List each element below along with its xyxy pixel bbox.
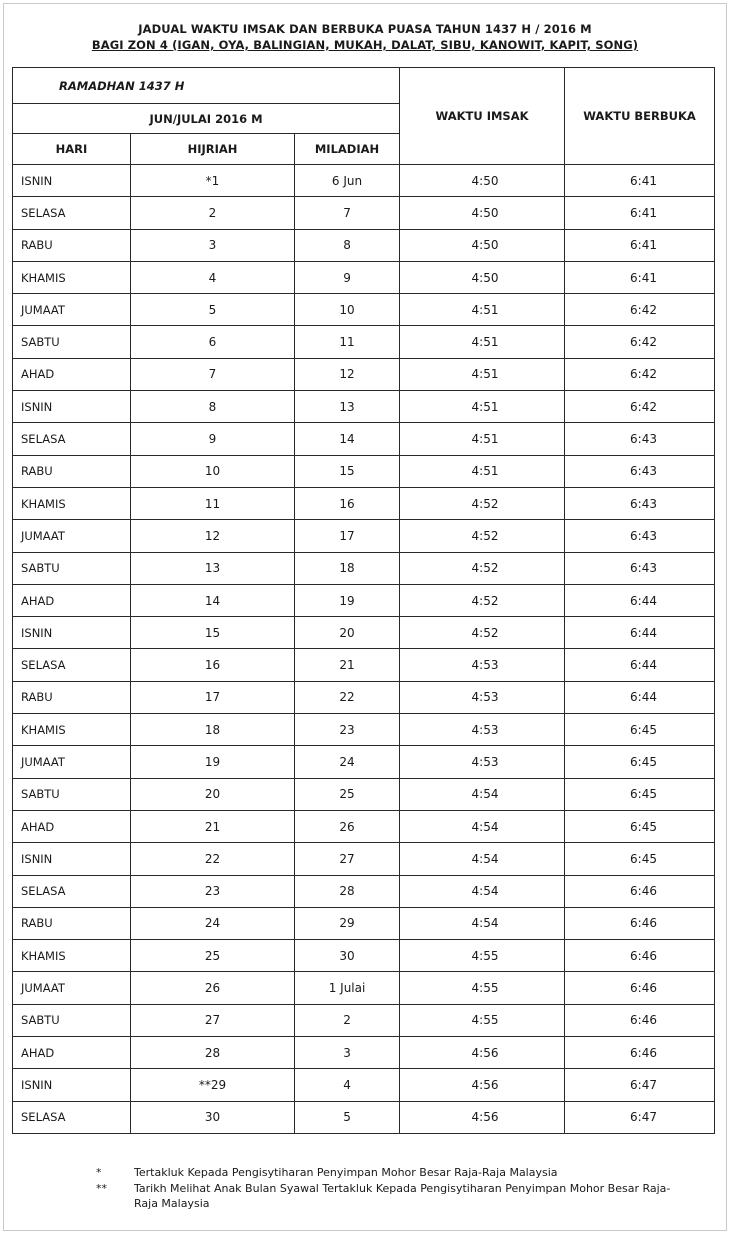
- day-cell: RABU: [13, 229, 131, 261]
- day-cell: SABTU: [13, 326, 131, 358]
- miladiah-cell: 29: [295, 907, 400, 939]
- imsak-time-cell: 4:53: [400, 649, 565, 681]
- imsak-time-cell: 4:53: [400, 746, 565, 778]
- day-cell: SELASA: [13, 423, 131, 455]
- schedule-table: [12, 67, 715, 1134]
- day-cell: AHAD: [13, 358, 131, 390]
- header-hari: HARI: [13, 134, 131, 165]
- berbuka-time-cell: 6:45: [565, 843, 715, 875]
- miladiah-cell: 14: [295, 423, 400, 455]
- imsak-time-cell: 4:51: [400, 326, 565, 358]
- footnotes: [0, 1165, 730, 1212]
- miladiah-cell: 16: [295, 487, 400, 519]
- imsak-time-cell: 4:56: [400, 1101, 565, 1133]
- table-row: [13, 875, 715, 907]
- hijriah-cell: 10: [131, 455, 295, 487]
- imsak-time-cell: 4:56: [400, 1069, 565, 1101]
- day-cell: SABTU: [13, 552, 131, 584]
- table-row: [13, 681, 715, 713]
- miladiah-cell: 23: [295, 714, 400, 746]
- hijriah-cell: 19: [131, 746, 295, 778]
- table-row: [13, 552, 715, 584]
- hijriah-cell: 11: [131, 487, 295, 519]
- table-row: [13, 810, 715, 842]
- berbuka-time-cell: 6:41: [565, 229, 715, 261]
- table-row: [13, 746, 715, 778]
- hijriah-cell: 6: [131, 326, 295, 358]
- table-row: [13, 907, 715, 939]
- berbuka-time-cell: 6:45: [565, 746, 715, 778]
- hijriah-cell: 21: [131, 810, 295, 842]
- day-cell: AHAD: [13, 584, 131, 616]
- hijriah-cell: 24: [131, 907, 295, 939]
- berbuka-time-cell: 6:43: [565, 552, 715, 584]
- berbuka-time-cell: 6:43: [565, 520, 715, 552]
- miladiah-cell: 19: [295, 584, 400, 616]
- miladiah-cell: 13: [295, 391, 400, 423]
- hijriah-cell: **29: [131, 1069, 295, 1101]
- table-row: [13, 423, 715, 455]
- imsak-time-cell: 4:55: [400, 940, 565, 972]
- miladiah-cell: 4: [295, 1069, 400, 1101]
- miladiah-cell: 25: [295, 778, 400, 810]
- imsak-time-cell: 4:50: [400, 197, 565, 229]
- miladiah-cell: 2: [295, 1004, 400, 1036]
- imsak-time-cell: 4:52: [400, 520, 565, 552]
- table-row: [13, 1004, 715, 1036]
- berbuka-time-cell: 6:42: [565, 326, 715, 358]
- hijriah-cell: 30: [131, 1101, 295, 1133]
- imsak-time-cell: 4:54: [400, 875, 565, 907]
- imsak-time-cell: 4:51: [400, 294, 565, 326]
- table-row: [13, 972, 715, 1004]
- table-row: [13, 617, 715, 649]
- miladiah-cell: 6 Jun: [295, 165, 400, 197]
- hijriah-cell: 20: [131, 778, 295, 810]
- berbuka-time-cell: 6:46: [565, 1004, 715, 1036]
- hijriah-cell: 3: [131, 229, 295, 261]
- table-row: [13, 520, 715, 552]
- miladiah-cell: 15: [295, 455, 400, 487]
- hijriah-cell: *1: [131, 165, 295, 197]
- miladiah-cell: 12: [295, 358, 400, 390]
- berbuka-time-cell: 6:46: [565, 875, 715, 907]
- miladiah-cell: 22: [295, 681, 400, 713]
- day-cell: ISNIN: [13, 1069, 131, 1101]
- miladiah-cell: 24: [295, 746, 400, 778]
- hijriah-cell: 15: [131, 617, 295, 649]
- hijriah-cell: 17: [131, 681, 295, 713]
- day-cell: SELASA: [13, 875, 131, 907]
- hijriah-cell: 22: [131, 843, 295, 875]
- hijriah-cell: 14: [131, 584, 295, 616]
- day-cell: KHAMIS: [13, 261, 131, 293]
- imsak-time-cell: 4:52: [400, 617, 565, 649]
- berbuka-time-cell: 6:43: [565, 487, 715, 519]
- miladiah-cell: 17: [295, 520, 400, 552]
- imsak-time-cell: 4:55: [400, 972, 565, 1004]
- table-row: [13, 197, 715, 229]
- day-cell: RABU: [13, 681, 131, 713]
- day-cell: ISNIN: [13, 165, 131, 197]
- footnote-text: Tertakluk Kepada Pengisytiharan Penyimpan Mohor Besar Raja-Raja Malaysia: [134, 1166, 558, 1179]
- table-row: [13, 1037, 715, 1069]
- imsak-time-cell: 4:52: [400, 552, 565, 584]
- imsak-time-cell: 4:50: [400, 229, 565, 261]
- day-cell: KHAMIS: [13, 714, 131, 746]
- miladiah-cell: 3: [295, 1037, 400, 1069]
- day-cell: RABU: [13, 455, 131, 487]
- miladiah-cell: 30: [295, 940, 400, 972]
- imsak-time-cell: 4:51: [400, 423, 565, 455]
- table-row: [13, 649, 715, 681]
- table-row: [13, 326, 715, 358]
- hijriah-cell: 27: [131, 1004, 295, 1036]
- berbuka-time-cell: 6:46: [565, 940, 715, 972]
- header-waktu-berbuka: WAKTU BERBUKA: [565, 68, 715, 165]
- imsak-time-cell: 4:54: [400, 907, 565, 939]
- table-row: [13, 1069, 715, 1101]
- table-row: [13, 843, 715, 875]
- hijriah-cell: 12: [131, 520, 295, 552]
- day-cell: SABTU: [13, 1004, 131, 1036]
- header-miladiah: MILADIAH: [295, 134, 400, 165]
- berbuka-time-cell: 6:42: [565, 358, 715, 390]
- table-row: [13, 714, 715, 746]
- imsak-time-cell: 4:51: [400, 391, 565, 423]
- berbuka-time-cell: 6:47: [565, 1069, 715, 1101]
- day-cell: ISNIN: [13, 843, 131, 875]
- document-title: JADUAL WAKTU IMSAK DAN BERBUKA PUASA TAHUN 1437 H / 2016 M: [138, 22, 592, 36]
- imsak-time-cell: 4:53: [400, 681, 565, 713]
- berbuka-time-cell: 6:44: [565, 584, 715, 616]
- imsak-time-cell: 4:54: [400, 810, 565, 842]
- day-cell: KHAMIS: [13, 487, 131, 519]
- imsak-time-cell: 4:52: [400, 487, 565, 519]
- footnote-mark: *: [96, 1166, 102, 1179]
- miladiah-cell: 26: [295, 810, 400, 842]
- hijriah-cell: 28: [131, 1037, 295, 1069]
- table-row: [13, 584, 715, 616]
- table-row: [13, 1101, 715, 1133]
- hijriah-cell: 7: [131, 358, 295, 390]
- day-cell: JUMAAT: [13, 520, 131, 552]
- footnote-1: [0, 1165, 730, 1180]
- miladiah-cell: 11: [295, 326, 400, 358]
- table-row: [13, 358, 715, 390]
- day-cell: JUMAAT: [13, 294, 131, 326]
- day-cell: AHAD: [13, 810, 131, 842]
- berbuka-time-cell: 6:41: [565, 197, 715, 229]
- imsak-time-cell: 4:50: [400, 165, 565, 197]
- berbuka-time-cell: 6:45: [565, 714, 715, 746]
- schedule-rows: [13, 165, 715, 1134]
- footnote-2: [0, 1181, 730, 1211]
- header-month: JUN/JULAI 2016 M: [13, 104, 400, 134]
- table-row: [13, 261, 715, 293]
- table-row: [13, 391, 715, 423]
- hijriah-cell: 13: [131, 552, 295, 584]
- day-cell: JUMAAT: [13, 972, 131, 1004]
- miladiah-cell: 21: [295, 649, 400, 681]
- footnote-text: Tarikh Melihat Anak Bulan Syawal Tertakluk Kepada Pengisytiharan Penyimpan Mohor Besar Raja-Raja Malaysia: [134, 1182, 671, 1210]
- imsak-time-cell: 4:52: [400, 584, 565, 616]
- berbuka-time-cell: 6:44: [565, 649, 715, 681]
- table-row: [13, 455, 715, 487]
- miladiah-cell: 8: [295, 229, 400, 261]
- header-waktu-imsak: WAKTU IMSAK: [400, 68, 565, 165]
- miladiah-cell: 27: [295, 843, 400, 875]
- imsak-time-cell: 4:50: [400, 261, 565, 293]
- table-row: [13, 165, 715, 197]
- imsak-time-cell: 4:51: [400, 455, 565, 487]
- imsak-time-cell: 4:54: [400, 843, 565, 875]
- imsak-time-cell: 4:53: [400, 714, 565, 746]
- miladiah-cell: 20: [295, 617, 400, 649]
- berbuka-time-cell: 6:46: [565, 972, 715, 1004]
- berbuka-time-cell: 6:43: [565, 423, 715, 455]
- day-cell: SABTU: [13, 778, 131, 810]
- berbuka-time-cell: 6:44: [565, 617, 715, 649]
- day-cell: AHAD: [13, 1037, 131, 1069]
- day-cell: ISNIN: [13, 617, 131, 649]
- hijriah-cell: 25: [131, 940, 295, 972]
- day-cell: SELASA: [13, 1101, 131, 1133]
- miladiah-cell: 18: [295, 552, 400, 584]
- day-cell: RABU: [13, 907, 131, 939]
- imsak-time-cell: 4:56: [400, 1037, 565, 1069]
- table-row: [13, 940, 715, 972]
- hijriah-cell: 8: [131, 391, 295, 423]
- imsak-time-cell: 4:54: [400, 778, 565, 810]
- berbuka-time-cell: 6:46: [565, 1037, 715, 1069]
- berbuka-time-cell: 6:44: [565, 681, 715, 713]
- hijriah-cell: 2: [131, 197, 295, 229]
- header-hijriah: HIJRIAH: [131, 134, 295, 165]
- miladiah-cell: 28: [295, 875, 400, 907]
- hijriah-cell: 5: [131, 294, 295, 326]
- miladiah-cell: 5: [295, 1101, 400, 1133]
- miladiah-cell: 7: [295, 197, 400, 229]
- day-cell: KHAMIS: [13, 940, 131, 972]
- hijriah-cell: 4: [131, 261, 295, 293]
- imsak-time-cell: 4:55: [400, 1004, 565, 1036]
- miladiah-cell: 9: [295, 261, 400, 293]
- berbuka-time-cell: 6:47: [565, 1101, 715, 1133]
- header-ramadhan: RAMADHAN 1437 H: [13, 68, 400, 104]
- miladiah-cell: 1 Julai: [295, 972, 400, 1004]
- berbuka-time-cell: 6:46: [565, 907, 715, 939]
- berbuka-time-cell: 6:41: [565, 165, 715, 197]
- footnote-mark: **: [96, 1182, 107, 1195]
- berbuka-time-cell: 6:43: [565, 455, 715, 487]
- berbuka-time-cell: 6:45: [565, 778, 715, 810]
- miladiah-cell: 10: [295, 294, 400, 326]
- hijriah-cell: 23: [131, 875, 295, 907]
- document-subtitle: BAGI ZON 4 (IGAN, OYA, BALINGIAN, MUKAH, DALAT, SIBU, KANOWIT, KAPIT, SONG): [91, 38, 639, 52]
- hijriah-cell: 18: [131, 714, 295, 746]
- day-cell: ISNIN: [13, 391, 131, 423]
- berbuka-time-cell: 6:42: [565, 294, 715, 326]
- hijriah-cell: 16: [131, 649, 295, 681]
- day-cell: SELASA: [13, 649, 131, 681]
- table-row: [13, 487, 715, 519]
- day-cell: SELASA: [13, 197, 131, 229]
- hijriah-cell: 26: [131, 972, 295, 1004]
- berbuka-time-cell: 6:45: [565, 810, 715, 842]
- day-cell: JUMAAT: [13, 746, 131, 778]
- table-row: [13, 294, 715, 326]
- table-row: [13, 229, 715, 261]
- hijriah-cell: 9: [131, 423, 295, 455]
- imsak-time-cell: 4:51: [400, 358, 565, 390]
- berbuka-time-cell: 6:42: [565, 391, 715, 423]
- table-row: [13, 778, 715, 810]
- berbuka-time-cell: 6:41: [565, 261, 715, 293]
